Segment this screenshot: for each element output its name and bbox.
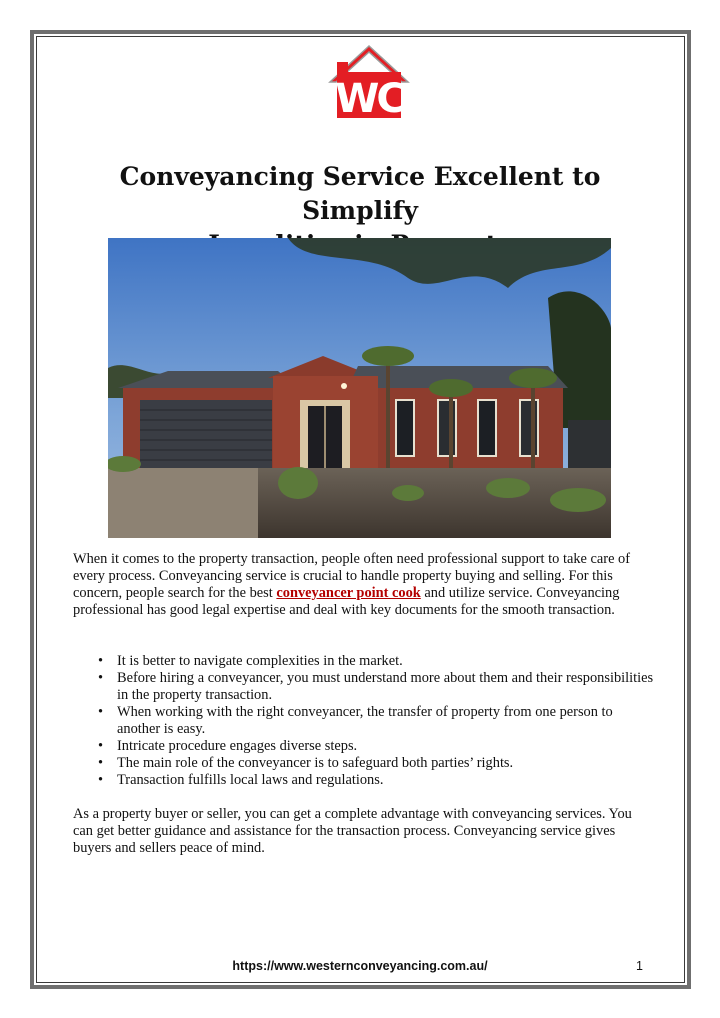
house-photo [108, 238, 611, 538]
list-item [95, 772, 655, 789]
bullet-icon: • [98, 772, 104, 788]
bullet-icon: • [98, 653, 104, 669]
bullet-icon: • [98, 670, 104, 686]
bullet-icon: • [98, 755, 104, 771]
conveyancer-point-cook-link[interactable]: conveyancer point cook [276, 585, 421, 601]
list-item [95, 653, 655, 670]
title-line-1: Conveyancing Service Excellent to Simplify [119, 162, 601, 225]
intro-text-after-link: and utilize service. Conveyancing professional has good legal expertise and deal with key documents for the smooth transaction. [73, 585, 620, 618]
bullet-icon: • [98, 738, 104, 754]
list-item-text: The main role of the conveyancer is to safeguard both parties’ rights. [117, 755, 514, 771]
svg-text:WC: WC [335, 76, 403, 120]
list-item-text: It is better to navigate complexities in the market. [117, 653, 403, 669]
list-item [95, 755, 655, 772]
closing-paragraph: As a property buyer or seller, you can get a complete advantage with conveyancing services. You can get better guidance and assistance for the transaction process. Conveyancing service gives buyers and sellers peace of mind. [73, 806, 632, 856]
list-item-text: Transaction fulfills local laws and regulations. [117, 772, 384, 788]
list-item-text: Before hiring a conveyancer, you must understand more about them and their responsibilities in the property transaction. [117, 670, 654, 703]
company-logo [328, 44, 410, 120]
list-item-text: Intricate procedure engages diverse steps. [117, 738, 358, 754]
intro-paragraph [73, 551, 653, 619]
list-item [95, 738, 655, 755]
intro-text-before-link: When it comes to the property transaction, people often need professional support to take care of every process. Conveyancing service is crucial to handle property buying and selling. For this concern, people search for the best [73, 551, 631, 601]
page-number: 1 [636, 959, 643, 973]
list-item [95, 670, 655, 704]
benefits-list [95, 653, 655, 789]
footer-website-link[interactable]: https://www.westernconveyancing.com.au/ [232, 959, 488, 973]
list-item-text: When working with the right conveyancer, the transfer of property from one person to another is easy. [117, 704, 613, 737]
bullet-icon: • [98, 704, 104, 720]
list-item [95, 704, 655, 738]
